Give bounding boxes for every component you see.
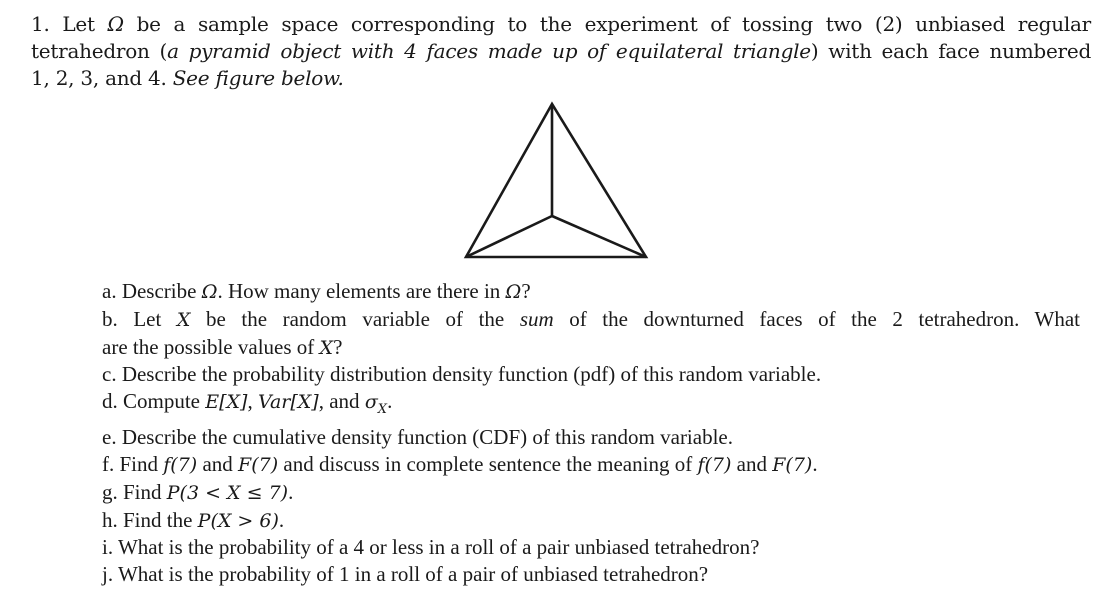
problem-line-2-text: ) with each face numbered xyxy=(810,39,1092,63)
variable-x: X xyxy=(176,308,191,331)
question-j: j. What is the probability of 1 in a roll of a pair of unbiased tetrahedron? xyxy=(102,562,709,587)
question-h-prefix: h. Find the xyxy=(102,507,198,532)
question-a-prefix: a. Describe xyxy=(102,279,202,303)
pdf-at-7: f(7) xyxy=(163,453,198,476)
separator: , xyxy=(247,389,258,414)
sigma-symbol: σ xyxy=(364,391,378,414)
tetrahedron-figure-icon xyxy=(462,100,650,264)
sigma-subscript: X xyxy=(377,402,388,418)
question-a-suffix: ? xyxy=(521,279,531,303)
question-d xyxy=(102,388,1082,424)
question-b-line2-suffix: ? xyxy=(333,334,343,359)
question-i: i. What is the probability of a 4 or less in a roll of a pair unbiased tetrahedron? xyxy=(102,535,760,560)
question-h-suffix: . xyxy=(278,507,285,532)
question-g xyxy=(102,479,1082,507)
omega-symbol: Ω xyxy=(201,281,218,303)
omega-symbol: Ω xyxy=(107,12,124,36)
question-c: c. Describe the probability distribution density function (pdf) of this random variable. xyxy=(102,362,822,387)
question-e: e. Describe the cumulative density function (CDF) of this random variable. xyxy=(102,425,733,450)
sum-emphasis: sum xyxy=(519,306,554,331)
question-b-prefix: b. Let xyxy=(102,306,177,331)
problem-number-and-let: 1. Let xyxy=(31,12,108,36)
question-f-text: and discuss in complete sentence the meaning of xyxy=(278,451,698,476)
cdf-at-7: F(7) xyxy=(772,453,813,476)
variable-x: X xyxy=(319,336,334,359)
problem-statement xyxy=(31,11,1091,92)
see-figure-note: See figure below. xyxy=(172,66,344,90)
omega-symbol: Ω xyxy=(505,281,522,303)
expectation-expr: E[X] xyxy=(205,391,248,414)
problem-line-2-prefix: tetrahedron ( xyxy=(31,39,168,63)
question-b-line2-text: are the possible values of xyxy=(102,334,320,359)
question-b-text-end: of the downturned faces of the 2 tetrahedron. What xyxy=(553,306,1081,331)
problem-line-3 xyxy=(31,65,1091,92)
face-numbers: 1, 2, 3, and 4. xyxy=(31,66,173,90)
separator-and: , and xyxy=(318,389,365,414)
question-b xyxy=(102,306,1080,334)
question-b-continued xyxy=(102,334,1082,362)
question-d-suffix: . xyxy=(387,389,393,414)
question-b-text: be the random variable of the xyxy=(190,306,520,331)
cdf-at-7: F(7) xyxy=(238,453,279,476)
pdf-at-7: f(7) xyxy=(697,453,732,476)
question-h xyxy=(102,507,1082,535)
question-f-prefix: f. Find xyxy=(102,451,164,476)
question-g-prefix: g. Find xyxy=(102,479,167,504)
question-f-suffix: . xyxy=(812,451,818,476)
conjunction: and xyxy=(731,451,773,476)
question-g-suffix: . xyxy=(288,479,294,504)
problem-line-2 xyxy=(31,38,1091,65)
problem-line-1-text: be a sample space corresponding to the experiment of tossing two (2) unbiased regular xyxy=(123,12,1091,36)
question-list xyxy=(102,278,1082,588)
question-a-text: . How many elements are there in xyxy=(217,279,506,303)
problem-line-1 xyxy=(31,11,1091,38)
probability-expr: P(X > 6) xyxy=(197,509,279,532)
tetrahedron-outline xyxy=(466,104,646,257)
conjunction: and xyxy=(197,451,239,476)
pyramid-definition: a pyramid object with 4 faces made up of equilateral triangle xyxy=(167,39,811,63)
question-d-prefix: d. Compute xyxy=(102,389,206,414)
question-f xyxy=(102,451,1082,479)
variance-expr: Var[X] xyxy=(257,391,319,414)
probability-expr: P(3 < X ≤ 7) xyxy=(166,481,289,504)
question-a xyxy=(102,278,1082,306)
